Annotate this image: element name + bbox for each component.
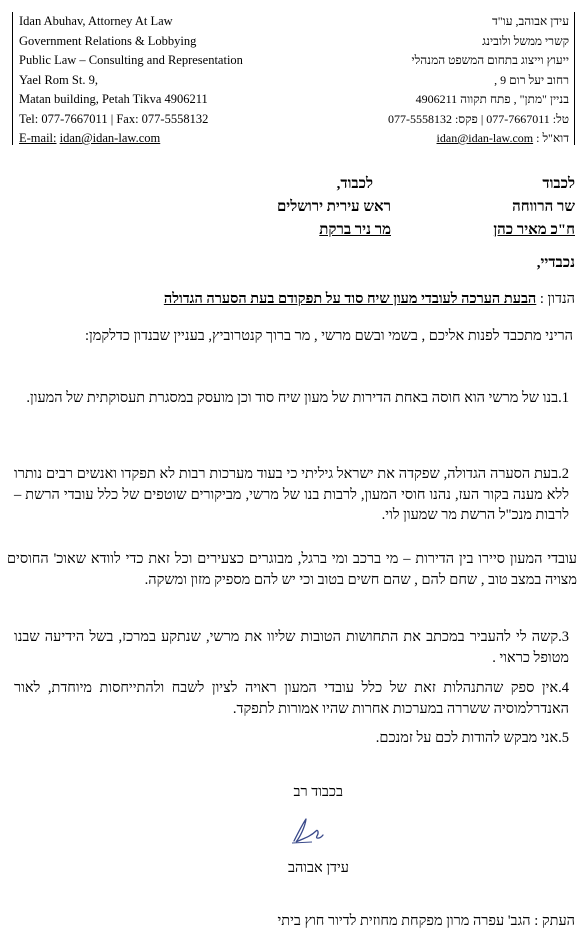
salutation: נכבדיי, — [536, 255, 575, 271]
phone-en: Tel: 077-7667011 | Fax: 077-5558132 — [19, 111, 209, 126]
signer-name: עידן אבוהב — [287, 860, 349, 876]
letterhead-hebrew — [320, 12, 575, 145]
recipient-right-name: ח"כ מאיר כהן — [493, 222, 575, 238]
list-item — [14, 627, 569, 668]
item-text: עובדי המעון סיירו בין הדירות – מי ברכב ומי ברגל, מבוגרים כצעירים וכל זאת כדי לוודא שאוכ' החוסים מצויה במצב טוב , שחם להם , שהם חשים בטוב וכי יש להם מספיק מזון ומשקה. — [7, 551, 577, 588]
street-en: Yael Rom St. 9, — [19, 72, 98, 87]
item-text: אין ספק שהתנהלות זאת של כלל עובדי המעון ראויה לציון לשבח ולהתייחסות מיוחדת, לאור האנדרלמוסיה ששררה במערכות אחרות שהיו אמורות לתפקד. — [14, 680, 569, 717]
item-number: 5. — [558, 730, 569, 746]
item-number: 2. — [558, 466, 569, 482]
practice-he: קשרי ממשל ולובינג — [482, 33, 569, 48]
recipient-right-to: לכבוד — [542, 176, 575, 192]
list-item — [14, 464, 569, 526]
subject-label: הנדון : — [539, 291, 575, 307]
firm-name-en: Idan Abuhav, Attorney At Law — [19, 14, 173, 28]
item-number: 3. — [558, 629, 569, 645]
email-link-en[interactable]: idan@idan-law.com — [59, 131, 161, 145]
list-item — [7, 549, 577, 590]
list-item — [14, 728, 569, 749]
item-text: קשה לי להעביר במכתב את התחושות הטובות שליוו את מרשי, שנתקע במרכז, בשל הידיעה שבנו מטופל כראוי . — [14, 629, 569, 666]
list-item — [14, 388, 569, 409]
recipient-left-title: ראש עירית ירושלים — [276, 199, 391, 215]
phone-he: טל: 077-7667011 | פקס: 077-5558132 — [387, 111, 569, 126]
email-line-he — [320, 129, 569, 149]
handwritten-signature — [288, 815, 326, 847]
city-he: בניין "מתן" , פתח תקווה 4906211 — [415, 92, 569, 106]
item-text: בעת הסערה הגדולה, שפקדה את ישראל גיליתי כי בעוד מערכות רבות לא תפקדו ואנשים רבים נותרו ללא מענה בקור העז, נהנו חוסי המעון, לרבות בנו של מרשי, מביקורים שוטפים של כלל עובדי הרשת – לרבות מנכ"ל הרשת מר שמעון לוי. — [14, 466, 569, 523]
street-he: רחוב יעל רום 9 , — [494, 72, 569, 87]
list-item — [14, 678, 569, 719]
subject-line — [164, 291, 575, 308]
subject-text: הבעת הערכה לעובדי מעון שיח סוד על תפקודם בעת הסערה הגדולה — [163, 291, 537, 307]
firm-name-he: עידן אבוהב, עו"ד — [491, 14, 569, 28]
recipient-left-to: לכבוד, — [336, 176, 373, 192]
recipient-right-title: שר הרווחה — [512, 199, 575, 215]
recipient-left-name: מר ניר ברקת — [319, 222, 391, 238]
item-text: אני מבקש להודות לכם על זמנכם. — [375, 730, 559, 746]
practice2-en: Public Law – Consulting and Representation — [19, 53, 243, 67]
practice2-he: ייעוץ וייצוג בתחום המשפט המנהלי — [411, 53, 569, 67]
email-line-en — [19, 129, 280, 149]
intro-paragraph: הריני מתכבד לפנות אליכם , בשמי ובשם מרשי , מר ברוך קנטרוביץ, בעניין שבנדון כדלקמן: — [85, 328, 573, 344]
practice-en: Government Relations & Lobbying — [19, 33, 197, 48]
item-number: 1. — [558, 390, 569, 406]
email-label-he: דוא"ל : — [536, 131, 569, 145]
city-en: Matan building, Petah Tikva 4906211 — [19, 92, 208, 106]
closing: בכבוד רב — [293, 784, 343, 800]
item-text: בנו של מרשי הוא חוסה באחת הדירות של מעון שיח סוד וכן מועסק במסגרת תעסוקתית של המעון. — [26, 390, 559, 406]
cc-line: העתק : הגב' עפרה מרון מפקחת מחוזית לדיור חוץ ביתי — [277, 913, 575, 929]
email-label-en: E-mail: — [19, 131, 57, 145]
letterhead-english — [12, 12, 280, 145]
item-number: 4. — [558, 680, 569, 696]
email-link-he[interactable]: idan@idan-law.com — [436, 131, 534, 145]
